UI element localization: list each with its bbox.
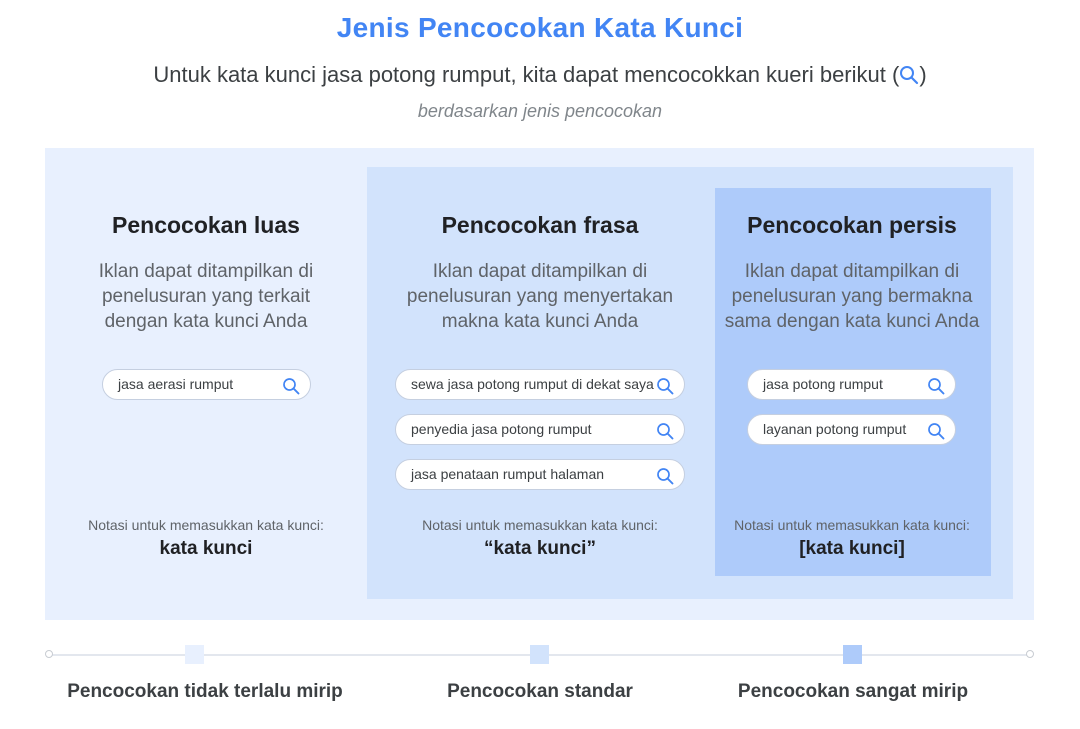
scale-end-dot <box>1026 650 1034 658</box>
search-query-pill <box>747 369 956 400</box>
search-icon <box>927 376 945 405</box>
column-heading: Pencocokan frasa <box>441 212 639 238</box>
column-heading: Pencocokan persis <box>747 212 957 238</box>
subtitle-text: Untuk kata kunci jasa potong rumput, kita dapat mencocokkan kueri berikut ( <box>153 62 900 87</box>
notation-value: [kata kunci] <box>799 538 905 559</box>
query-text: sewa jasa potong rumput di dekat saya <box>411 376 654 392</box>
scale-label-standard: Pencocokan standar <box>447 681 633 702</box>
column-description <box>86 259 326 334</box>
notation-label: Notasi untuk memasukkan kata kunci: <box>734 517 970 533</box>
search-icon <box>282 376 300 405</box>
query-text: layanan potong rumput <box>763 421 907 437</box>
search-query-pill <box>747 414 956 445</box>
subtitle <box>0 62 1080 91</box>
desc-line: penelusuran yang bermakna <box>731 286 973 307</box>
column-heading: Pencocokan luas <box>112 212 300 238</box>
notation-value: “kata kunci” <box>484 538 596 559</box>
scale-marker-high <box>843 645 862 664</box>
scale-start-dot <box>45 650 53 658</box>
search-query-pill <box>395 369 685 400</box>
column-description <box>400 259 680 334</box>
query-text: jasa aerasi rumput <box>118 376 234 392</box>
search-icon <box>656 421 674 450</box>
query-text: penyedia jasa potong rumput <box>411 421 592 437</box>
search-icon <box>656 466 674 495</box>
notation-label: Notasi untuk memasukkan kata kunci: <box>422 517 658 533</box>
search-query-pill <box>395 459 685 490</box>
search-icon <box>927 421 945 450</box>
desc-line: makna kata kunci Anda <box>441 311 639 332</box>
scale-label-high: Pencocokan sangat mirip <box>737 681 969 702</box>
search-query-pill <box>395 414 685 445</box>
notation-label: Notasi untuk memasukkan kata kunci: <box>88 517 324 533</box>
query-text: jasa potong rumput <box>763 376 883 392</box>
column-description <box>718 259 986 334</box>
desc-line: sama dengan kata kunci Anda <box>724 311 980 332</box>
scale-marker-standard <box>530 645 549 664</box>
desc-line: penelusuran yang terkait <box>101 286 311 307</box>
scale-label-low: Pencocokan tidak terlalu mirip <box>67 681 343 702</box>
desc-line: Iklan dapat ditampilkan di <box>744 261 960 282</box>
search-icon <box>899 65 919 91</box>
desc-line: penelusuran yang menyertakan <box>406 286 674 307</box>
scale-marker-low <box>185 645 204 664</box>
page-title: Jenis Pencocokan Kata Kunci <box>336 12 744 43</box>
query-text: jasa penataan rumput halaman <box>411 466 605 482</box>
subnote: berdasarkan jenis pencocokan <box>417 101 663 121</box>
search-query-pill <box>102 369 311 400</box>
subtitle-close: ) <box>919 62 927 87</box>
desc-line: dengan kata kunci Anda <box>104 311 308 332</box>
desc-line: Iklan dapat ditampilkan di <box>98 261 314 282</box>
notation-value: kata kunci <box>159 538 253 559</box>
search-icon <box>656 376 674 405</box>
desc-line: Iklan dapat ditampilkan di <box>432 261 648 282</box>
